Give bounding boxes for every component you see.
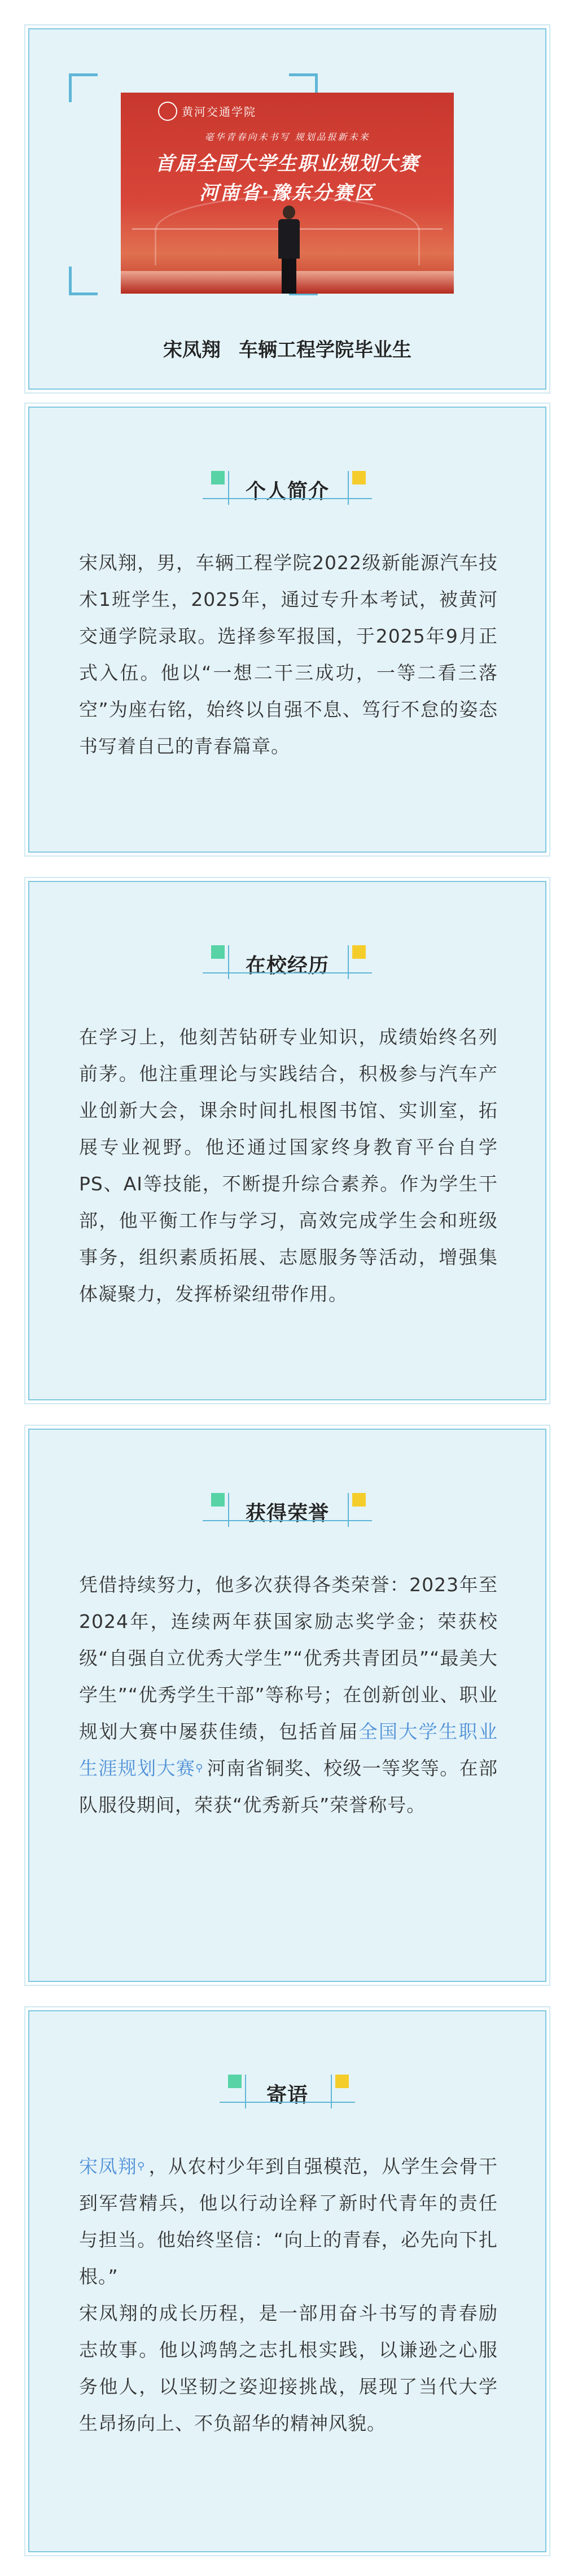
yellow-square-icon bbox=[352, 471, 366, 484]
section-heading bbox=[29, 2060, 545, 2116]
yellow-square-icon bbox=[352, 1493, 366, 1507]
honors-heading: 获得荣誉 bbox=[245, 1502, 329, 1525]
caption-name: 宋凤翔 bbox=[163, 339, 221, 361]
message-card bbox=[28, 2010, 546, 2552]
search-icon[interactable]: ⚲ bbox=[137, 2160, 146, 2172]
frame-corner bbox=[69, 73, 98, 102]
yellow-square-icon bbox=[335, 2075, 349, 2088]
photo-slogan: 毫华青春向未书写 规划品报新未来 bbox=[204, 132, 370, 142]
yellow-square-icon bbox=[352, 945, 366, 959]
honors-text: 凭借持续努力，他多次获得各类荣誉：2023年至2024年，连续两年获国家励志奖学金；荣获校级“自强自立优秀大学生”“优秀共青团员”“最美大学生”“优秀学生干部”等称号；在创新创业、职业规划大赛中屡获佳绩，包括首届全国大学生职业生涯规划大赛⚲ 河南省铜奖、校级一等奖等。在部队服役期间，荣获“优秀新兵”荣誉称号。 bbox=[79, 1574, 498, 1816]
honors-card bbox=[28, 1429, 546, 1982]
message-heading: 寄语 bbox=[266, 2084, 308, 2107]
caption-role: 车辆工程学院毕业生 bbox=[239, 339, 411, 361]
school-card bbox=[28, 881, 546, 1400]
school-text: 在学习上，他刻苦钻研专业知识，成绩始终名列前茅。他注重理论与实践结合，积极参与汽车产业创新大会，课余时间扎根图书馆、实训室，拓展专业视野。他还通过国家终身教育平台自学PS、AI等技能，不断提升综合素养。作为学生干部，他平衡工作与学习，高效完成学生会和班级事务，组织素质拓展、志愿服务等活动，增强集体凝聚力，发挥桥梁纽带作用。 bbox=[79, 1026, 498, 1305]
name-link[interactable]: 宋凤翔 bbox=[79, 2155, 138, 2177]
search-icon[interactable]: ⚲ bbox=[195, 1762, 204, 1774]
section-heading bbox=[29, 1478, 545, 1535]
section-heading bbox=[29, 931, 545, 987]
photo-title-line1: 首届全国大学生职业规划大赛 bbox=[155, 152, 419, 175]
photo-title-line2: 河南省·豫东分赛区 bbox=[199, 182, 375, 204]
intro-heading: 个人简介 bbox=[245, 480, 329, 503]
school-heading: 在校经历 bbox=[245, 954, 329, 977]
hero-card bbox=[28, 28, 546, 390]
school-logo-icon bbox=[158, 102, 177, 121]
intro-text: 宋凤翔，男，车辆工程学院2022级新能源汽车技术1班学生，2025年，通过专升本考试，被黄河交通学院录取。选择参军报国，于2025年9月正式入伍。他以“一想二干三成功，一等二看三落空”为座右铭，始终以自强不息、笃行不怠的姿态书写着自己的青春篇章。 bbox=[79, 552, 498, 757]
award-photo bbox=[121, 93, 454, 294]
section-heading bbox=[29, 456, 545, 513]
photo-caption bbox=[29, 334, 545, 362]
frame-corner bbox=[69, 267, 98, 295]
person-figure bbox=[276, 206, 301, 294]
contest-link[interactable]: 全国大学生职业生涯规划大赛 bbox=[79, 1721, 498, 1779]
intro-card bbox=[28, 407, 546, 853]
message-text: 宋凤翔⚲ ，从农村少年到自强模范，从学生会骨干到军营精兵，他以行动诠释了新时代青年的责任与担当。他始终坚信：“向上的青春，必先向下扎根。” 宋凤翔的成长历程，是一部用奋斗书写的青春励志故事。他以鸿鹄之志扎根实践，以谦逊之心服务他人，以坚韧之姿迎接挑战，展现了当代大学生昂扬向上、不负韶华的精神风貌。 bbox=[79, 2155, 498, 2434]
photo-logo-text: 黄河交通学院 bbox=[182, 105, 256, 119]
